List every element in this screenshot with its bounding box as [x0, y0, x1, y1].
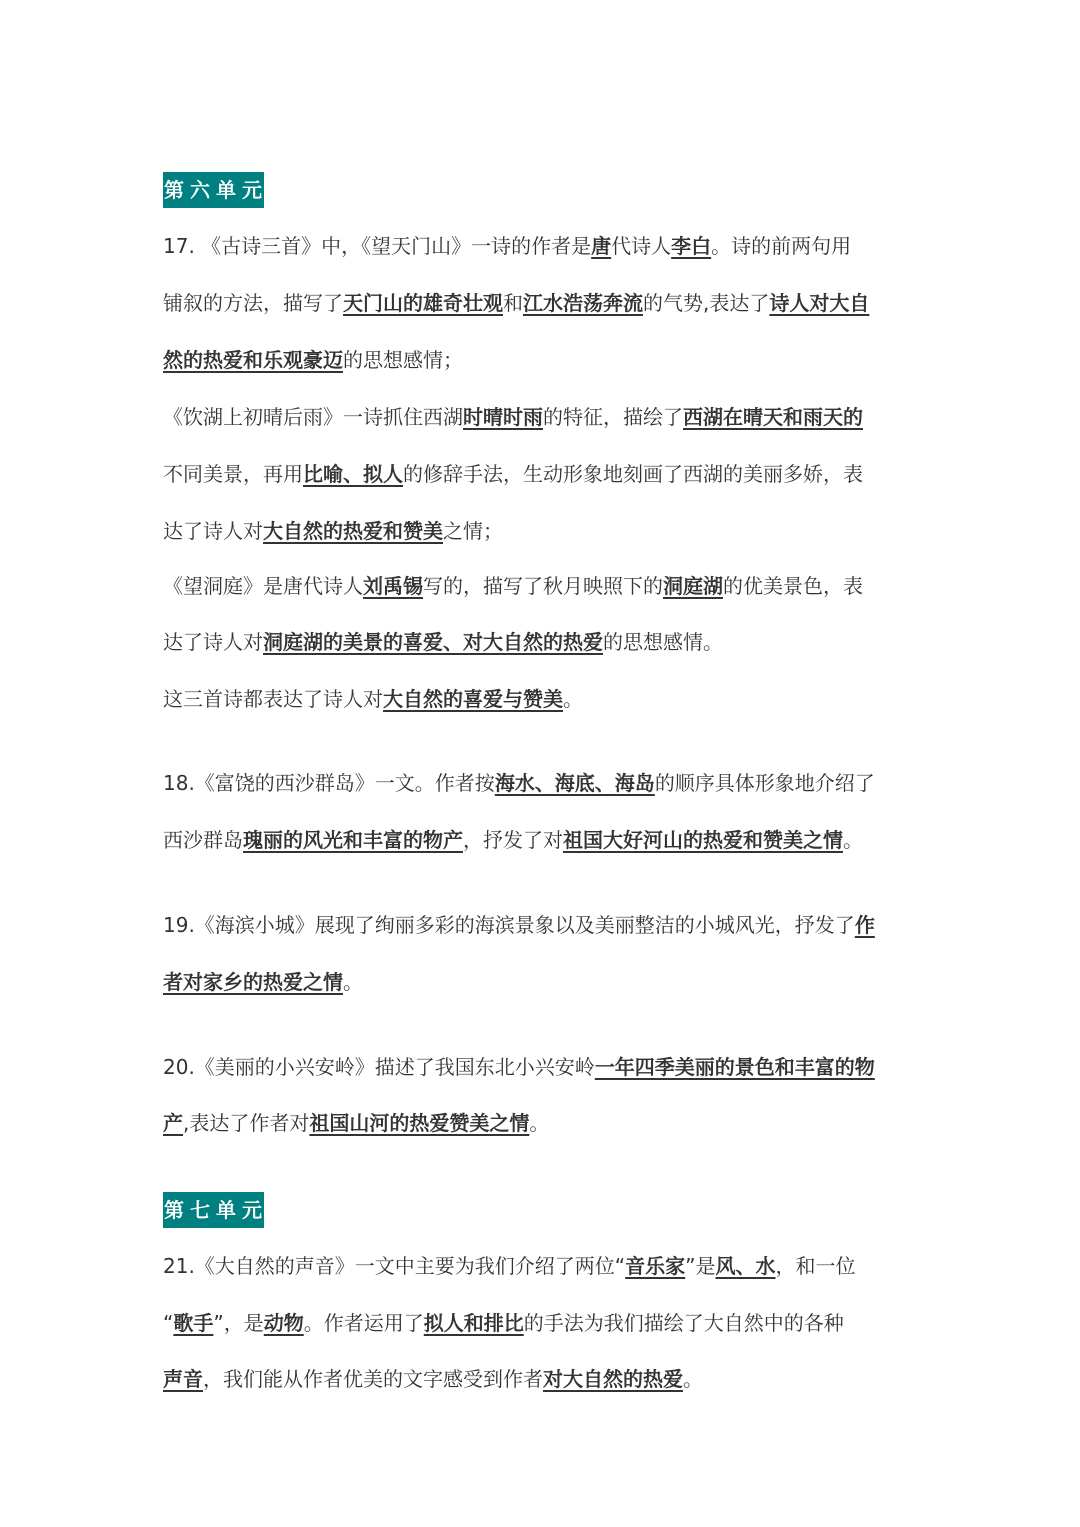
text: 达了诗人对: [163, 630, 263, 654]
text: 写的，描写了秋月映照下的: [423, 574, 663, 598]
text: 20.《美丽的小兴安岭》描述了我国东北小兴安岭: [163, 1055, 595, 1079]
text: 18.《富饶的西沙群岛》一文。作者按: [163, 771, 495, 795]
unit6-line-1: [163, 226, 923, 266]
keyword: 洞庭湖的美景的喜爱、对大自然的热爱: [263, 630, 603, 654]
text: “: [163, 1311, 174, 1335]
unit7-line-2: [163, 1303, 923, 1343]
unit6-line-14: [163, 1047, 923, 1087]
text: 。: [343, 970, 363, 994]
keyword: 大自然的热爱和赞美: [263, 519, 443, 543]
text: ”，是: [213, 1311, 264, 1335]
keyword: 作: [854, 913, 875, 937]
keyword: 天门山的雄奇壮观: [343, 291, 503, 315]
text: ，和一位: [775, 1254, 856, 1278]
unit7-line-1: [163, 1246, 923, 1286]
text: 的特征，描绘了: [543, 405, 683, 429]
unit7-heading: 第七单元: [163, 1192, 264, 1228]
keyword: 音乐家: [625, 1254, 686, 1278]
text: 的手法为我们描绘了大自然中的各种: [523, 1311, 844, 1335]
keyword: 诗人对大自: [769, 291, 870, 315]
keyword: 时晴时雨: [463, 405, 543, 429]
text: 这三首诗都表达了诗人对: [163, 687, 383, 711]
keyword: 瑰丽的风光和丰富的物产: [243, 828, 463, 852]
text: 的气势,表达了: [643, 291, 770, 315]
keyword: 祖国大好河山的热爱和赞美之情: [563, 828, 843, 852]
keyword: 唐: [591, 234, 612, 258]
text: ，我们能从作者优美的文字感受到作者: [203, 1367, 543, 1391]
unit6-line-6: [163, 511, 923, 551]
keyword: 者对家乡的热爱之情: [163, 970, 343, 994]
text: 的优美景色，表: [723, 574, 863, 598]
text: 不同美景，再用: [163, 462, 303, 486]
unit6-line-4: [163, 397, 923, 437]
unit6-line-3: [163, 340, 923, 380]
text: 的顺序具体形象地介绍了: [654, 771, 875, 795]
keyword: 西湖在晴天和雨天的: [683, 405, 863, 429]
unit6-line-8: [163, 622, 923, 662]
unit6-line-2: [163, 283, 923, 323]
text: 西沙群岛: [163, 828, 243, 852]
unit6-heading: 第六单元: [163, 172, 264, 208]
keyword: 大自然的喜爱与赞美: [383, 687, 563, 711]
text: 的思想感情。: [603, 630, 723, 654]
unit6-line-15: [163, 1103, 923, 1143]
text: 19.《海滨小城》展现了绚丽多彩的海滨景象以及美丽整洁的小城风光，抒发了: [163, 913, 855, 937]
text: 。作者运用了: [303, 1311, 424, 1335]
unit6-line-7: [163, 566, 923, 606]
keyword: 声音: [163, 1367, 203, 1391]
text: 代诗人: [611, 234, 672, 258]
text: 和: [503, 291, 523, 315]
keyword: 一年四季美丽的景色和丰富的物: [594, 1055, 875, 1079]
keyword: 比喻、拟人: [303, 462, 403, 486]
keyword: 李白: [671, 234, 712, 258]
text: 《饮湖上初晴后雨》一诗抓住西湖: [163, 405, 463, 429]
unit6-line-13: [163, 962, 923, 1002]
text: ，抒发了对: [463, 828, 563, 852]
keyword: 动物: [263, 1311, 304, 1335]
unit6-line-10: [163, 763, 923, 803]
text: 的修辞手法，生动形象地刻画了西湖的美丽多娇，表: [403, 462, 863, 486]
keyword: 歌手: [173, 1311, 214, 1335]
text: 。: [529, 1111, 550, 1135]
text: 达了诗人对: [163, 519, 263, 543]
keyword: 拟人和排比: [423, 1311, 524, 1335]
text: 的思想感情；: [343, 348, 463, 372]
keyword: 风、水: [715, 1254, 776, 1278]
text: 铺叙的方法，描写了: [163, 291, 343, 315]
text: 21.《大自然的声音》一文中主要为我们介绍了两位“: [163, 1254, 626, 1278]
unit6-line-9: [163, 679, 923, 719]
text: 。: [683, 1367, 703, 1391]
keyword: 然的热爱和乐观豪迈: [163, 348, 343, 372]
text: 。: [563, 687, 583, 711]
keyword: 洞庭湖: [663, 574, 723, 598]
unit6-line-11: [163, 820, 923, 860]
keyword: 祖国山河的热爱赞美之情: [309, 1111, 530, 1135]
keyword: 江水浩荡奔流: [523, 291, 643, 315]
text: ”是: [685, 1254, 716, 1278]
unit6-line-5: [163, 454, 923, 494]
text: 。: [843, 828, 863, 852]
keyword: 海水、海底、海岛: [494, 771, 655, 795]
keyword: 对大自然的热爱: [543, 1367, 683, 1391]
text: 。诗的前两句用: [711, 234, 852, 258]
keyword: 产: [163, 1111, 183, 1135]
unit7-line-3: [163, 1359, 923, 1399]
keyword: 刘禹锡: [363, 574, 423, 598]
text: 17. 《古诗三首》中，《望天门山》一诗的作者是: [163, 234, 592, 258]
text: 《望洞庭》是唐代诗人: [163, 574, 363, 598]
text: 之情；: [443, 519, 503, 543]
text: ,表达了作者对: [183, 1111, 310, 1135]
unit6-line-12: [163, 905, 923, 945]
